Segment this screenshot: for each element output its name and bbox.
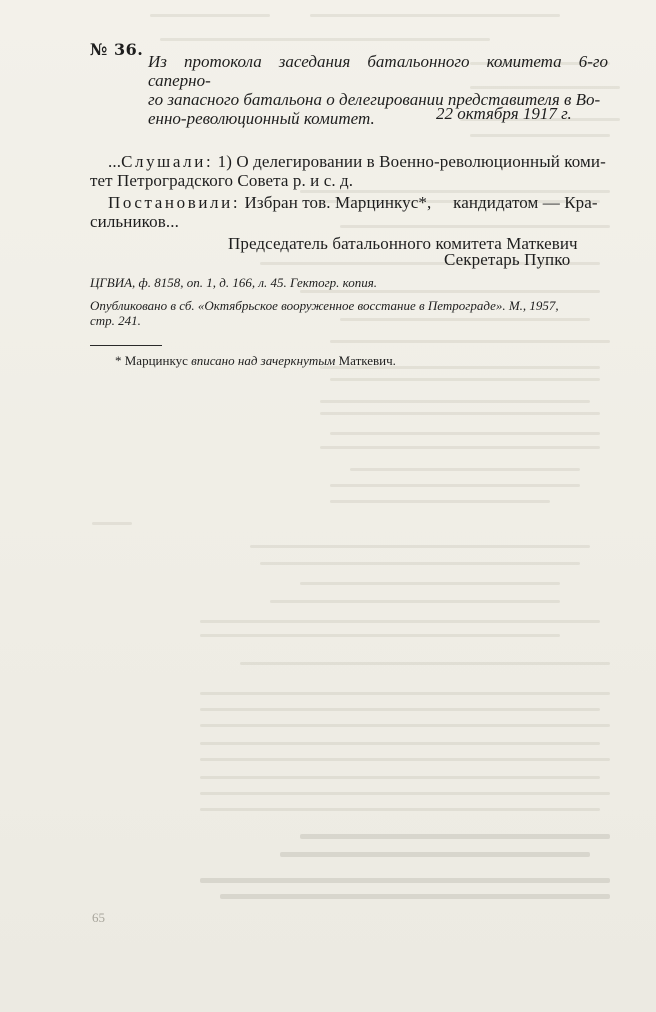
publication-note: Опубликовано в сб. «Октябрьское вооруженное восстание в Петрограде». М., 1957, [90,298,559,313]
heard-lead: ... [108,152,122,171]
secretary-signature: Секретарь Пупко [444,250,571,269]
heard-line-continued: тет Петроградского Совета р. и с. д. [90,171,354,190]
heard-text: 1) О делегировании в Военно-революционный коми- [217,152,606,171]
document-date: 22 октября 1917 г. [436,104,572,123]
page-number-mark: 65 [92,910,105,925]
resolved-text: кандидатом — Кра- [453,193,598,212]
publication-note-continued: стр. 241. [90,313,141,328]
title-line: енно-революционный комитет. [148,109,375,128]
footnote-crossed-name: Маткевич. [338,353,396,368]
footnote [115,353,396,369]
resolved-line [108,193,598,213]
resolved-label: Постановили: [108,193,241,212]
footnote-name: Марцинкус [124,353,188,368]
resolved-text: Избран тов. Марцинкус*, [244,193,432,212]
footnote-text: вписано над зачеркнутым [191,353,336,368]
title-line: Из протокола заседания батальонного комитета 6-го саперно- [148,52,608,90]
heard-label: Слушали: [121,152,214,171]
document-number: № 36. [90,40,144,59]
chairman-signature: Председатель батальонного комитета Маткевич [228,234,578,253]
title-line: го запасного батальона о делегировании представителя в Во- [148,90,601,109]
archive-source: ЦГВИА, ф. 8158, оп. 1, д. 166, л. 45. Гектогр. копия. [90,275,378,290]
heard-line [108,152,606,172]
resolved-line-continued: сильников... [90,212,179,231]
footnote-marker: * [115,353,122,368]
footnote-divider [90,345,162,346]
